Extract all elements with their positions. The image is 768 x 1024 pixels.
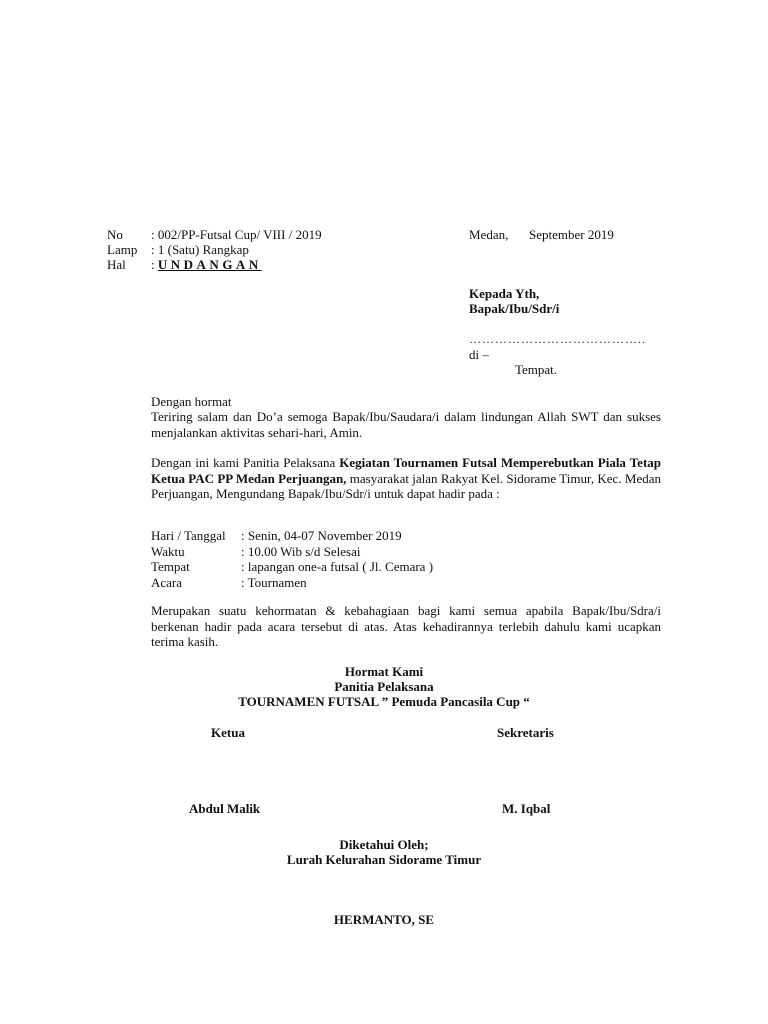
acknowledged-by: Diketahui Oleh; [339, 837, 429, 852]
closing-paragraph: Merupakan suatu kehormatan & kebahagiaan bagi kami semua apabila Bapak/Ibu/Sdra/i berkenan hadir pada acara tersebut di atas. Atas kehadirannya terlebih dahulu kami ucapkan terima kasih. [151, 603, 661, 649]
detail-value: : Senin, 04-07 November 2019 [241, 528, 402, 543]
subject-colon: : [151, 257, 158, 272]
detail-label: Waktu [151, 543, 185, 559]
detail-value: : 10.00 Wib s/d Selesai [241, 543, 361, 559]
event-details [151, 528, 433, 590]
detail-label: Acara [151, 574, 183, 590]
detail-label: Hari / Tanggal [151, 528, 226, 543]
acknowledger-title: Lurah Kelurahan Sidorame Timur [286, 852, 482, 867]
greeting: Dengan hormat [151, 394, 232, 409]
letter-city: Medan, [469, 227, 509, 242]
subject-value: UNDANGAN [157, 257, 262, 272]
chair-name: Abdul Malik [189, 801, 261, 816]
regards-line: Hormat Kami [344, 664, 424, 679]
subject-label: Hal [107, 257, 126, 272]
event-name: Kegiatan Tournamen Futsal Memperebutkan Piala Tetap Ketua PAC PP Medan Perjuangan, [151, 455, 662, 486]
opening-paragraph: Teriring salam dan Do’a semoga Bapak/Ibu/Saudara/i dalam lindungan Allah SWT dan sukses menjalankan aktivitas sehari-hari, Amin. [151, 409, 661, 440]
detail-row-event [151, 575, 433, 591]
detail-value: : lapangan one-a futsal ( Jl. Cemara ) [241, 559, 434, 574]
invitation-end: masyarakat jalan Rakyat Kel. Sidorame Timur, Kec. Medan Perjuangan, Mengundang Bapak/Ibu/Sdr/i untuk dapat hadir pada : [151, 470, 662, 501]
detail-row-place [151, 559, 433, 575]
recipient-di: di – [469, 347, 489, 362]
committee-line: Panitia Pelaksana [334, 679, 434, 694]
secretary-name: M. Iqbal [502, 801, 551, 816]
letter-date: September 2019 [529, 227, 614, 242]
recipient-line2: Bapak/Ibu/Sdr/i [469, 301, 560, 316]
recipient-line1: Kepada Yth, [469, 286, 540, 301]
detail-value: : Tournamen [241, 574, 307, 590]
letter-number-label: No [107, 227, 123, 242]
subject-line [151, 257, 262, 273]
tournament-line: TOURNAMEN FUTSAL ” Pemuda Pancasila Cup “ [238, 694, 530, 709]
letter-number-value: : 002/PP-Futsal Cup/ VIII / 2019 [151, 227, 322, 242]
recipient-dots: ………………………………….. [469, 332, 646, 346]
detail-row-time [151, 544, 433, 560]
attachment-label: Lamp [107, 242, 138, 257]
acknowledger-name: HERMANTO, SE [333, 912, 435, 927]
secretary-role: Sekretaris [497, 725, 554, 740]
recipient-place: Tempat. [515, 362, 558, 377]
invitation-paragraph [151, 455, 661, 502]
chair-role: Ketua [211, 725, 245, 740]
detail-label: Tempat [151, 559, 190, 574]
invitation-start: Dengan ini kami Panitia Pelaksana [151, 455, 340, 470]
detail-row-date [151, 528, 433, 544]
attachment-value: : 1 (Satu) Rangkap [151, 242, 249, 257]
